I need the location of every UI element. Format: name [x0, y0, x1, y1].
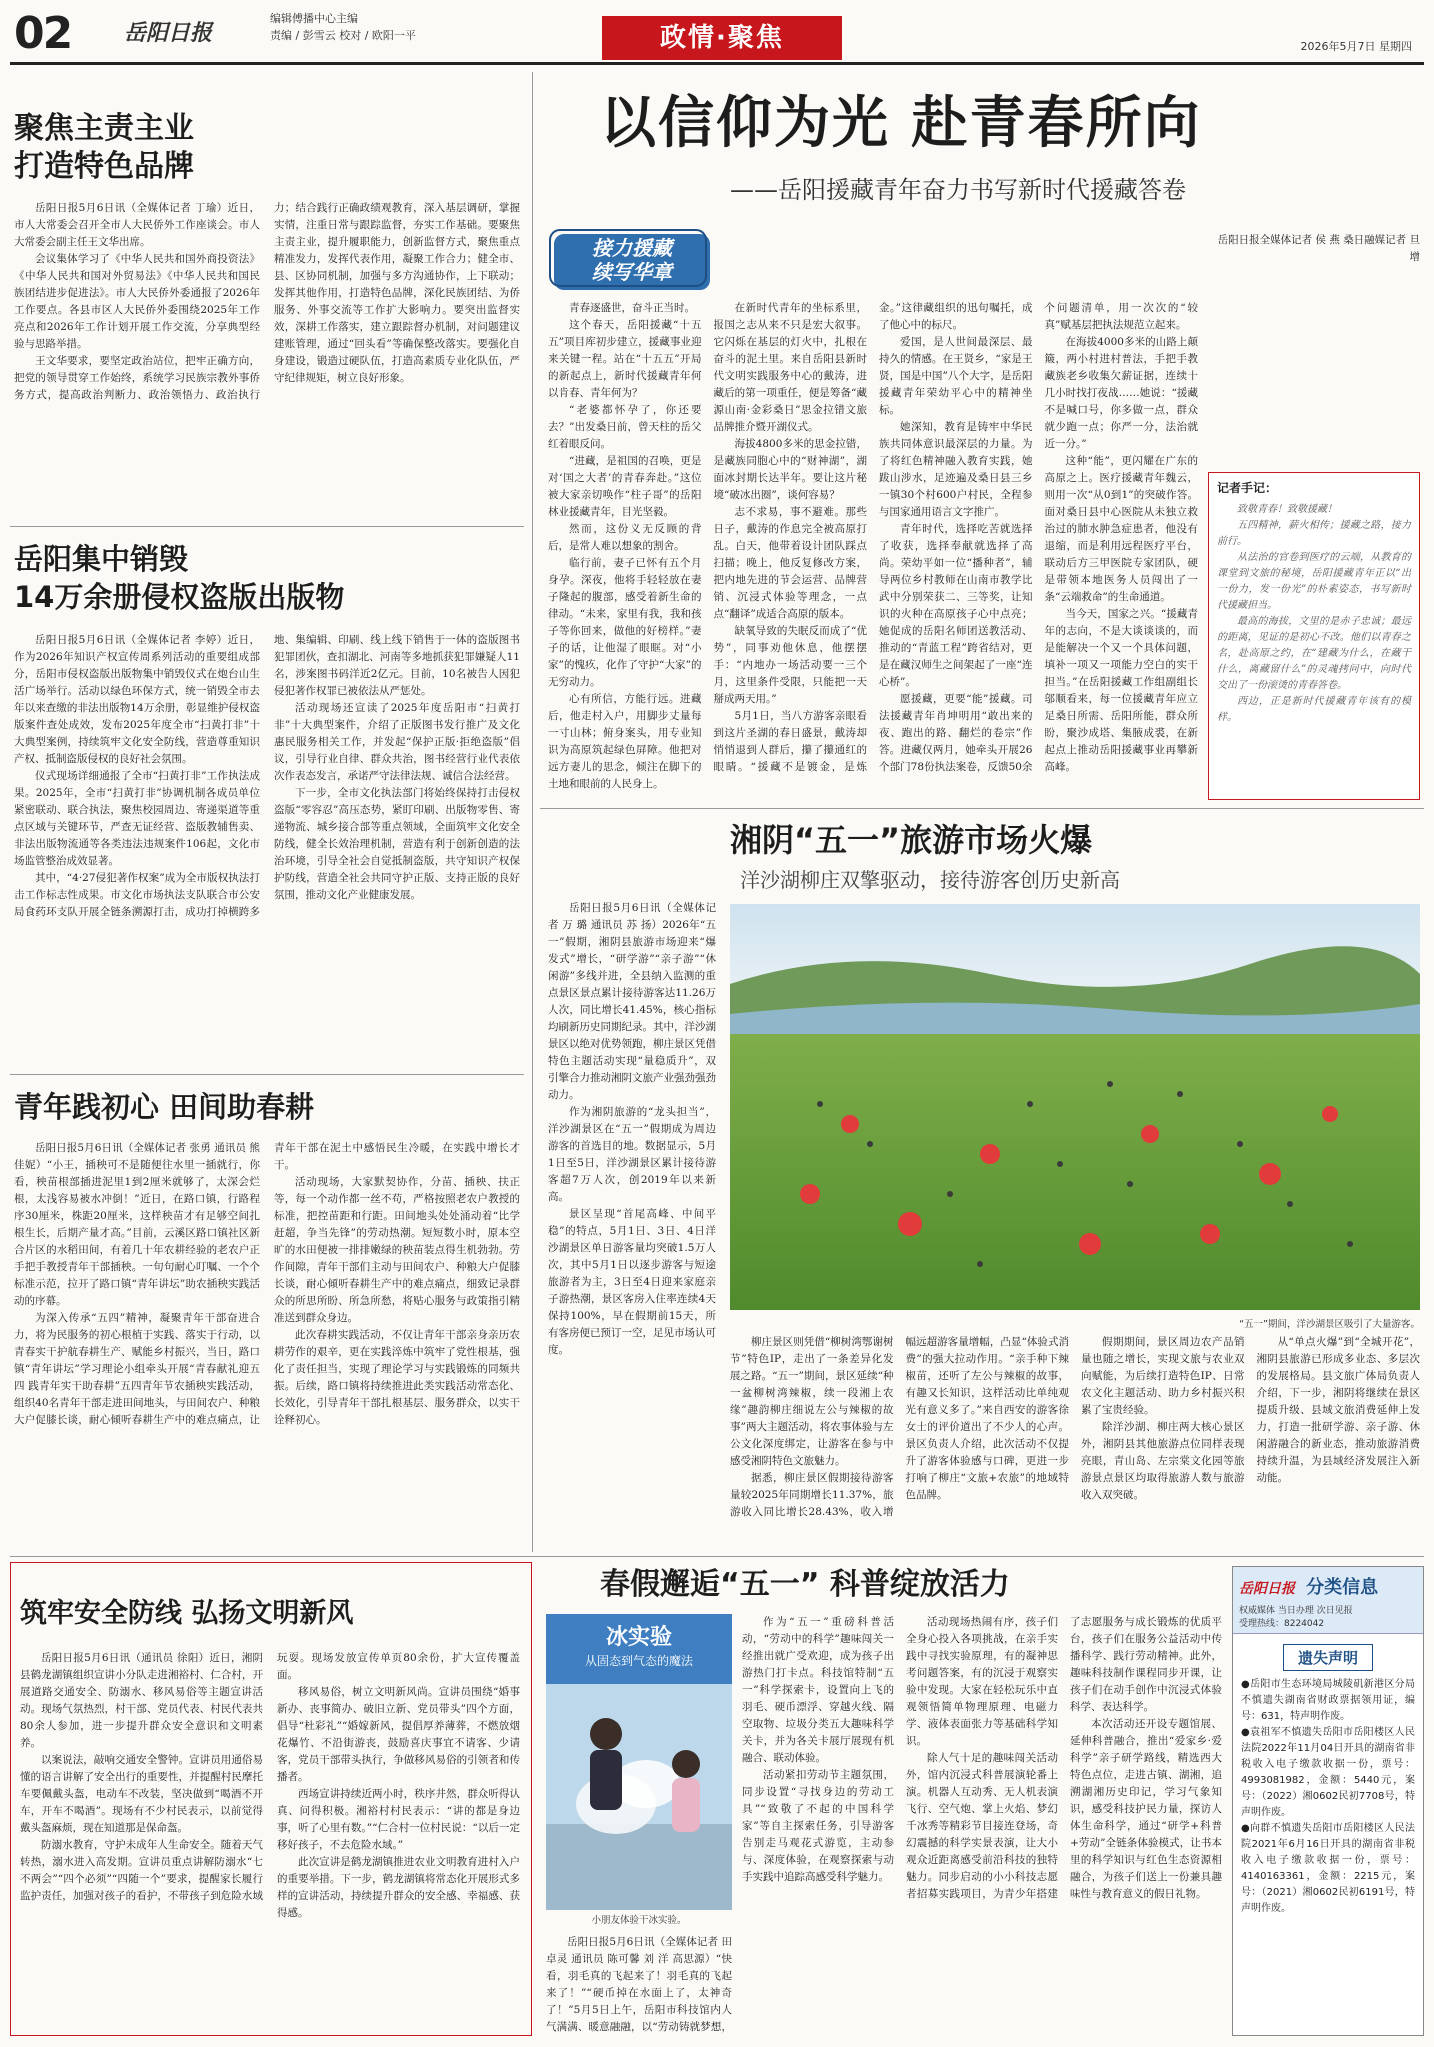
article-title: 春假邂逅“五一” 科普绽放活力 [600, 1567, 1010, 1602]
notes-title: 记者手记： [1217, 481, 1278, 495]
photo-banner-subtext: 从固态到气态的魔法 [584, 1654, 693, 1668]
lead-title: 以信仰为光 赴青春所向 [600, 91, 1202, 156]
classifieds-list [1233, 1677, 1423, 2047]
article-body: 岳阳日报5月6日讯（全媒体记者 丁瑜）近日，市人大常委会召开全市人大民侨外工作座谈会。市人大常委会副主任王文华出席。 会议集体学习了《中华人民共和国外商投资法》《中华人民共和国对外贸易法》《中华人民共和国民族团结进步促进法》。市人大民侨外委通报了2026年工作要点。各县市区人大民侨外委围绕2025年工作亮点和2026年工作计划开展工作交流，分享典型经验与思路举措。 王文华要求，要坚定政治站位，把牢正确方向，把党的领导贯穿工作始终，系统学习民族宗教外事侨务方式，提高政治判断力、政治领悟力、政治执行力；结合践行正确政绩观教育，深入基层调研，掌握实情，注重日常与跟踪监督，夯实工作基础。要聚焦主责主业，提升履职能力，创新监督方式，聚焦重点精准发力，发挥代表作用，凝聚工作合力；健全市、县、区协同机制，加强与多方沟通协作，上下联动；发挥其他作用，打造特色品牌，深化民族团结、为侨服务、外事交流等工作扩大影响力。要突出监督实效，深耕工作落实，建立跟踪督办机制，对问题建议建账管理，通过“回头看”等确保整改落实。要强化自身建设，锻造过硬队伍，打造高素质专业化队伍，严守纪律规矩，树立良好形象。 [14, 202, 520, 401]
article-body-col1: 岳阳日报5月6日讯（全媒体记者 万 璐 通讯员 苏 扬）2026年“五一”假期，湘阴县旅游市场迎来“爆发式”增长，“研学游”“亲子游”“休闲游”多线并进，全县纳入监测的重点景区景点累计接待游客达11.26万人次，同比增长41.45%，核心指标均刷新历史同期纪录。其中，洋沙湖景区以绝对优势领跑，柳庄景区凭借特色主题活动实现“量稳质升”，双引擎合力推动湘阴文旅产业强劲强劲动力。 作为湘阴旅游的“龙头担当”，洋沙湖景区在“五一”假期成为周边游客的首选目的地。数据显示，5月1日至5日，洋沙湖景区累计接待游客超7万人次，创2019年以来新高。 景区呈现“首尾高峰、中间平稳”的特点，5月1日、3日、4日洋沙湖景区单日游客量均突破1.5万人次，其中5月1日以逐步游客与短途旅游者为主，3日至4日迎来家庭亲子游热潮，景区客房入住率连续4天保持100%，早在假期前15天，所有客房便已预订一空，足见市场认可度。 [548, 902, 716, 1356]
lawn-crowd-icon [730, 904, 1420, 1310]
section-banner: 政情·聚焦 [602, 16, 842, 60]
header-rule [10, 62, 1424, 65]
paper-logo: 岳阳日报 [124, 20, 213, 46]
article-body: 岳阳日报5月6日讯（全媒体记者 张勇 通讯员 熊佳妮）“小王，插秧可不是随便往水里一插就行，你看，秧苗根部插进泥里1到2厘米就够了，太深会烂根，太浅容易被水冲倒！”近日，在路口镇，行路程序30厘米，株距20厘米，这样秧苗才有足够空间扎根生长，后期产量才高。”目前，云溪区路口镇社区新合片区的水稻田间，有着几十年农耕经验的老农户正手把手教授青年干部插秧。一句句耐心叮嘱、一个个标准示范，拉开了路口镇“青年讲坛”助农插秧实践活动的序幕。 为深入传承“五四”精神，凝聚青年干部奋进合力，将为民服务的初心根植于实践、落实于行动，以青春实干护航春耕生产、赋能乡村振兴，当日，路口镇“青年讲坛”学习理论小组牵头开展“青春献礼迎五四 践青年实干助春耕”五四青年节农插秧实践活动，组织40名青年干部走进田间地头，与田间农户、种粮大户促膝长谈，耐心倾听春耕生产中的难点痛点，让青年干部在泥土中感悟民生冷暖，在实践中增长才干。 活动现场，大家默契协作，分苗、插秧、扶正等，每一个动作都一丝不苟，严格按照老农户教授的标准，把控苗距和行距。田间地头处处涌动着“比学赶超，争当先锋”的劳动热潮。短短数小时，原本空旷的水田便被一排排嫩绿的秧苗装点得生机勃勃。劳作间隙，青年干部们主动与田间农户、种粮大户促膝长谈，耐心倾听春耕生产中的难点痛点，细致记录群众的所思所盼、所急所愁，将贴心服务与政策指引精准送到群众身边。 此次春耕实践活动，不仅让青年干部亲身亲历农耕劳作的艰辛，更在实践淬炼中筑牢了党性根基，强化了责任担当，实现了理论学习与实践锻炼的同频共振。后续，路口镇将持续推进此类实践活动常态化、长效化，引导青年干部扎根基层、服务群众，以实干诠释初心。 [14, 1142, 520, 1426]
classifieds-title: 分类信息 [1306, 1577, 1379, 1598]
photo-caption: “五一”期间，洋沙湖景区吸引了大量游客。 [1239, 1319, 1420, 1330]
lead-badge [548, 226, 716, 298]
reporter-notes [1208, 472, 1420, 800]
classifieds-contact: 权威媒体 当日办理 次日见报 [1239, 1606, 1353, 1616]
list-item: ●袁祖军不慎遗失岳阳市岳阳楼区人民法院2022年11月04日开具的湖南省非税收入电子缴款收据一份，票号：4993081982，金额：5440元，案号：（2022）湘0602民初7708号，特声明作废。 [1241, 1727, 1415, 1818]
lead-subtitle: ——岳阳援藏青年奋力书写新时代援藏答卷 [730, 176, 1186, 204]
list-item: ●岳阳市生态环境局城陵矶新港区分局不慎遗失湖南省财政票据领用证，编号：631，特声明作废。 [1241, 1679, 1415, 1722]
article-subtitle: 洋沙湖柳庄双擎驱动，接待游客创历史新高 [740, 868, 1120, 892]
lead-body-tail [1208, 228, 1420, 464]
classifieds-phone: 受理热线：8224042 [1239, 1619, 1325, 1629]
page-number: 02 [14, 8, 72, 59]
article-body: 岳阳日报5月6日讯（全媒体记者 李婷）近日，作为2026年知识产权宣传周系列活动的重要组成部分，岳阳市侵权盗版出版物集中销毁仪式在炮台山生活广场举行。活动以绿色环保方式，统一销毁全市去年以来查缴的非法出版物14万余册，彰显维护侵权盗版案件查处成效，发布2025年度全市“扫黄打非”十大典型案例，持续筑牢文化安全防线，营造尊重知识产权、抵制盗版侵权的良好社会氛围。 仪式现场详细通报了全市“扫黄打非”工作执法成果。2025年，全市“扫黄打非”协调机制各成员单位紧密联动、联合执法，聚焦校园周边、寄递渠道等重点区域与关键环节，严查无证经营、盗版教辅售卖、非法出版物流通等各类违法违规案件106起，文化市场监管整治成效显著。 其中，“4·27侵犯著作权案”成为全市版权执法打击工作标志性成果。市文化市场执法支队联合市公安局食药环支队开展全链条溯源打击，成功打掉横跨多地、集编辑、印刷、线上线下销售于一体的盗版图书犯罪团伙，查扣湖北、河南等多地抓获犯罪嫌疑人11名，涉案图书码洋近2亿元。目前，10名被告人因犯侵犯著作权罪已被依法从严惩处。 活动现场还宣读了2025年度岳阳市“扫黄打非”十大典型案件，介绍了正版图书发行推广及文化惠民服务相关工作，并发起“保护正版·拒绝盗版”倡议，引导行业自律、群众共治，图书经营行业代表依次作表态发言，承诺严守法律法规、诚信合法经营。 下一步，全市文化执法部门将始终保持打击侵权盗版“零容忍”高压态势，紧盯印刷、出版物零售、寄递物流、城乡接合部等重点领域，全面筑牢文化安全防线，健全长效治理机制，营造有利于创新创造的法治环境，引导全社会自觉抵制盗版，共守知识产权保护防线，营造全社会共同守护正版、支持正版的良好氛围，推动文化产业健康发展。 [14, 634, 520, 918]
section-divider [10, 1556, 1424, 1557]
notes-body: 致敬青春！致敬援藏！ 五四精神，薪火相传；援藏之路，接力前行。 从法治的官卷到医疗的云端，从教育的课堂到文旅的秘境，岳阳援藏青年正以“出一份力，发一份光”的朴素姿态，书写新时代援藏担当。 最高的海拔，文里的是赤子忠诚；最远的距离，见证的是初心不改。他们以青春之名，赴高原之约，在“建藏为什么，在藏干什么，离藏留什么”的灵魂拷问中，向时代交出了一份滚烫的青春答卷。 西边，正是新时代援藏青年该有的模样。 [1217, 504, 1411, 723]
article-body-cols: 作为“五一”重磅科普活动，“劳动中的科学”趣味闯关一经推出就广受欢迎，成为孩子出游热门打卡点。科技馆特制“五一”科学探索卡，设置向上飞的羽毛、硬币漂浮、穿越火线、隔空取物、垃圾分类五大趣味科学关卡，并为各关卡展厅展现有机融合、联动体验。 活动紧扣劳动节主题氛围，同步设置“寻找身边的劳动工具”“致敬了不起的中国科学家”等自主探索任务，引导游客告别走马观花式游览，主动参与、深度体验，在观察探索与动手实践中追踪高感受科学魅力。 活动现场热闹有序，孩子们全身心投入各项挑战，在亲手实践中寻找实验原理，有的凝神思考问题答案，有的沉浸于观察实验中发现。大家在轻松玩乐中直观领悟简单物理原理、电磁力学、液体表面张力等基础科学知识。 除人气十足的趣味闯关活动外，馆内沉浸式科普展演轮番上演。机器人互动秀、无人机表演飞行、空气炮、掌上火焰、梦幻千冰秀等精彩节目接连登场，奇幻震撼的科学实景表演，让大小观众近距离感受前沿科技的独特魅力。同步启动的小小科技志愿者招募实践项目，为青少年搭建了志愿服务与成长锻炼的优质平台，孩子们在服务公益活动中传播科学、践行劳动精神。此外，趣味科技制作课程同步开课，让孩子们在动手创作中沉浸式体验科学、表达科学。 本次活动还开设专题馆展、延伸科普融合，推出“爱家乡·爱科学”亲子研学路线，精选西大特色点位，走进古镇、湖湘，追溯湖湘历史印记，学习气象知识，感受科技护民力量，探访人体生命科学，通过“研学+科普+劳动”全链条体验模式，让书本里的科学知识与红色生态资源相融合，为孩子们送上一份兼具趣味性与教育意义的假日礼物。 [742, 1616, 1222, 1900]
column-divider [532, 72, 533, 1552]
lead-body: 青春逐盛世，奋斗正当时。 这个春天，岳阳援藏“十五五”项目库初步建立，援藏事业迎来关键一程。站在“十五五”开局的新起点上，新时代援藏青年何以肯春、青年何为？ “老婆都怀孕了，你还要去？”出发桑日前，曾天柱的岳父红着眼反问。 “进藏，是祖国的召唤，更是对‘国之大者’的青春奔赴。”这位被大家亲切唤作“柱子哥”的岳阳林业援藏青年，目光坚毅。 然而，这份义无反顾的背后，是常人难以想象的割舍。 临行前，妻子已怀有五个月身孕。深夜，他将手轻轻放在妻子隆起的腹部，感受着新生命的律动。“未来，家里有我，我和孩子等你回来，做他的好榜样。”妻子的话，让他湿了眼眶。对“小家”的愧疚，化作了守护“大家”的无穷动力。 心有所信，方能行远。进藏后，他走村入户，用脚步丈量每一寸山林；俯身案头，用专业知识为高原筑起绿色屏障。他把对远方妻儿的思念，倾注在脚下的土地和眼前的人民身上。 在新时代青年的坐标系里，报国之志从来不只是宏大叙事。它闪烁在基层的灯火中，扎根在奋斗的泥土里。来自岳阳县新时代文明实践服务中心的戴涛，进藏后的第一项重任，便是筹备“藏源山南·金彩桑日”思金拉错文旅品牌推介暨开湖仪式。 海拔4800多米的思金拉错，是藏族同胞心中的“财神湖”，湖面冰封期长达半年。要让这片秘境“破冰出圈”，谈何容易？ 志不求易，事不避难。那些日子，戴涛的作息完全被高原打乱。白天，他带着设计团队踩点扫描；晚上，他反复修改方案，把内地先进的节会运营、品牌营销、沉浸式体验等理念，一点点“翻译”成适合高原的版本。 缺氧导致的失眠反而成了“优势”，同事劝他休息，他摆摆手：“内地办一场活动要一三个月，这里条件受限，只能把一天掰成两天用。” 5月1日，当八方游客亲眼看到这片圣湖的春日盛景，戴涛却悄悄退到人群后，攥了攥通红的眼睛。“援藏不是镀金，是炼金。”这律藏组织的迅句嘱托，成了他心中的标尺。 爱国，是人世间最深层、最持久的情感。在王贤乡，“家是王贤，国是中国”八个大字，是岳阳援藏青年荣幼平心中的精神坐标。 她深知，教育是铸牢中华民族共同体意识最深层的力量。为了将红色精神融入教育实践，她跋山涉水，足迹遍及桑日县三乡一镇30个村600户村民，全程参与国家通用语言文字推广。 青年时代，选择吃苦就选择了收获，选择奉献就选择了高尚。荣幼平如一位“播种者”，辅导两位乡村教师在山南市教学比武中分别荣获二、三等奖，让知识的火种在高原孩子心中点亮；她促成的岳阳名师团送教活动、推动的“青蓝工程”跨省结对，更是在藏汉师生之间架起了一座“连心桥”。 愿援藏，更要“能”援藏。司法援藏青年肖坤明用“敢出来的夜、跑出的路、翻烂的卷宗”作答。进藏仅两月，她牵头开展26个部门78份执法案卷，反馈50余个问题清单，用一次次的“较真”赋基层把执法规范立起来。 在海拔4000多米的山路上颠簸，两小村进村普法，手把手教藏族老乡收集欠薪证据，连续十几小时找打夜战……她说：“援藏不是喊口号，你多做一点，群众就少跑一点；你严一分，法治就近一分。” 这种“能”，更闪耀在广东的高原之上。医疗援藏青年魏云，则用一次“从0到1”的突破作答。面对桑日县中心医院从未独立救治过的肺水肿急症患者，他没有退缩，而是利用远程医疗平台，联动后方三甲医院专家团队，硬是带领本地医务人员闯出了一条“云端救命”的生命通道。 当今天，国家之兴。“援藏青年的志向，不是大谈谈谈的，而是能解决一个又一个具体问题，填补一项又一项能力空白的实干担当。”在岳阳援藏工作组副组长邬顺看来，每一位援藏青年应立足桑日所需、岳阳所能，群众所盼，聚沙成塔、集腋成裘，在新起点上推动岳阳援藏事业再攀新高峰。 [548, 302, 1198, 790]
article-body: 岳阳日报5月6日讯（通讯员 徐阳）近日，湘阴县鹤龙湖镇组织宣讲小分队走进湘裕村、仁合村，开展道路交通安全、防溺水、移风易俗等主题宣讲活动。现场气氛热烈，村干部、党员代表、村民代表共80余人参加，进一步提升群众安全意识和文明素养。 以案说法，敲响交通安全警钟。宣讲员用通俗易懂的语言讲解了安全出行的重要性，并提醒村民摩托车要佩戴头盔，电动车不改装，坚决做到“喝酒不开车，开车不喝酒”。现场有不少村民表示，以前觉得戴头盔麻烦，现在知道那是保命盔。 防溺水教育，守护未成年人生命安全。随着天气转热，溺水进入高发期。宣讲员重点讲解防溺水“七不两会”“四个必须”“四随一个”要求，提醒家长履行监护责任，加强对孩子的看护，不带孩子到危险水域玩耍。现场发放宣传单页80余份，扩大宣传覆盖面。 移风易俗，树立文明新风尚。宣讲员围绕“婚事新办、丧事简办、破旧立新、党员带头”四个方面，倡导“杜彩礼”“婚嫁新风，提倡厚养薄葬，不燃放烟花爆竹、不沿街游丧，鼓励喜庆事宜不请客、少请客，党员干部带头执行，争做移风易俗的引领者和传播者。 西场宣讲持续近两小时，秩序井然，群众听得认真、问得积极。湘裕村村民表示：“讲的都是身边事，听了心里有数。”“仁合村一位村民说：“以后一定移好孩子，不去危险水域。” 此次宣讲是鹤龙湖镇推进农业文明教育进村入户的重要举措。下一步，鹤龙湖镇将常态化开展形式多样的宣讲活动，持续提升群众的安全感、幸福感、获得感。 [20, 1652, 520, 1919]
article-title: 青年践初心 田间助春耕 [14, 1090, 315, 1124]
section-divider [10, 1074, 524, 1075]
badge-line: 续写华章 [592, 260, 672, 284]
article-title: 聚焦主责主业 打造特色品牌 [14, 111, 194, 184]
list-item: ●向群不慎遗失岳阳市岳阳楼区人民法院2021年6月16日开具的湖南省非税收入电子缴款收据一份，票号：4140163361，金额：2215元，案号：（2021）湘0602民初6191号，特声明作废。 [1241, 1823, 1415, 1914]
article-title: 筑牢安全防线 弘扬文明新风 [20, 1598, 354, 1629]
issue-date: 2026年5月7日 星期四 [1300, 40, 1412, 53]
classifieds-logo: 岳阳日报 [1239, 1581, 1295, 1597]
classifieds-box [1232, 1566, 1424, 2036]
staff-line: 责编 / 彭雪云 校对 / 欧阳一平 [270, 29, 416, 42]
section-divider [540, 808, 1424, 809]
editor-line: 编辑傅播中心主编 [270, 12, 358, 25]
badge-line: 接力援藏 [592, 236, 672, 260]
article-body-cols: 柳庄景区则凭借“柳树湾鄂谢树节”特色IP，走出了一条差异化发展之路。“五一”期间，景区延续“种一盆柳树湾辣椒，续一段湘上农缘”趣韵柳庄细说左公与辣椒的故事”两大主题活动，将农事体验与左公文化深度绑定，让游客在参与中感受湘阴特色文旅魅力。 据悉，柳庄景区假期接待游客量较2025年同期增长11.37%，旅游收入同比增长28.43%，收入增幅远超游客量增幅，凸显“体验式消费”的强大拉动作用。“亲手种下辣椒苗，还听了左公与辣椒的故事，有趣又长知识，这样活动比单纯观光有意义多了。”来自西安的游客徐女士的评价道出了不少人的心声。景区负责人介绍，此次活动不仅提升了游客体验感与口碑，更进一步打响了柳庄“文旅+农旅”的地域特色品牌。 假期期间，景区周边农产品销量也随之增长，实现文旅与农业双向赋能，为后续打造特色IP、日常农文化主题活动、助力乡村振兴积累了宝贵经验。 除洋沙湖、柳庄两大核心景区外，湘阴县其他旅游点位同样表现亮眼，青山岛、左宗棠文化园等旅游景点景区均取得旅游人数与旅游收入双突破。 从“单点火爆”到“全城开花”，湘阴县旅游已形成多业态、多层次的发展格局。县文旅广体局负责人介绍，下一步，湘阴将继续在景区提质升级、县域文旅消费延伸上发力，打造一批研学游、亲子游、休闲游融合的新业态，推动旅游消费持续升温，为县域经济发展注入新动能。 [730, 1336, 1420, 1518]
photo-banner-text: 冰实验 [605, 1625, 672, 1650]
tourism-photo [730, 904, 1420, 1310]
article-title: 岳阳集中销毁 14万余册侵权盗版出版物 [14, 542, 345, 614]
classifieds-section: 遗失声明 [1283, 1644, 1373, 1671]
photo-caption: 小朋友体验干冰实验。 [591, 1915, 687, 1926]
section-divider [10, 526, 524, 527]
article-body-col1: 岳阳日报5月6日讯（全媒体记者 田卓灵 通讯员 陈可馨 刘 洋 高思源）“快看，羽毛真的飞起来了！羽毛真的飞起来了！”“硬币掉在水面上了，太神奇了！”5月5日上午，岳阳市科技馆内人气满满、暖意融融，以“劳动铸就梦想， [546, 1936, 732, 2033]
science-photo [546, 1614, 732, 1910]
article-title: 湘阴“五一”旅游市场火爆 [730, 821, 1093, 859]
editor-info [270, 10, 416, 44]
lead-byline: 岳阳日报全媒体记者 侯 燕 桑日融媒记者 旦 增 [1217, 234, 1420, 263]
